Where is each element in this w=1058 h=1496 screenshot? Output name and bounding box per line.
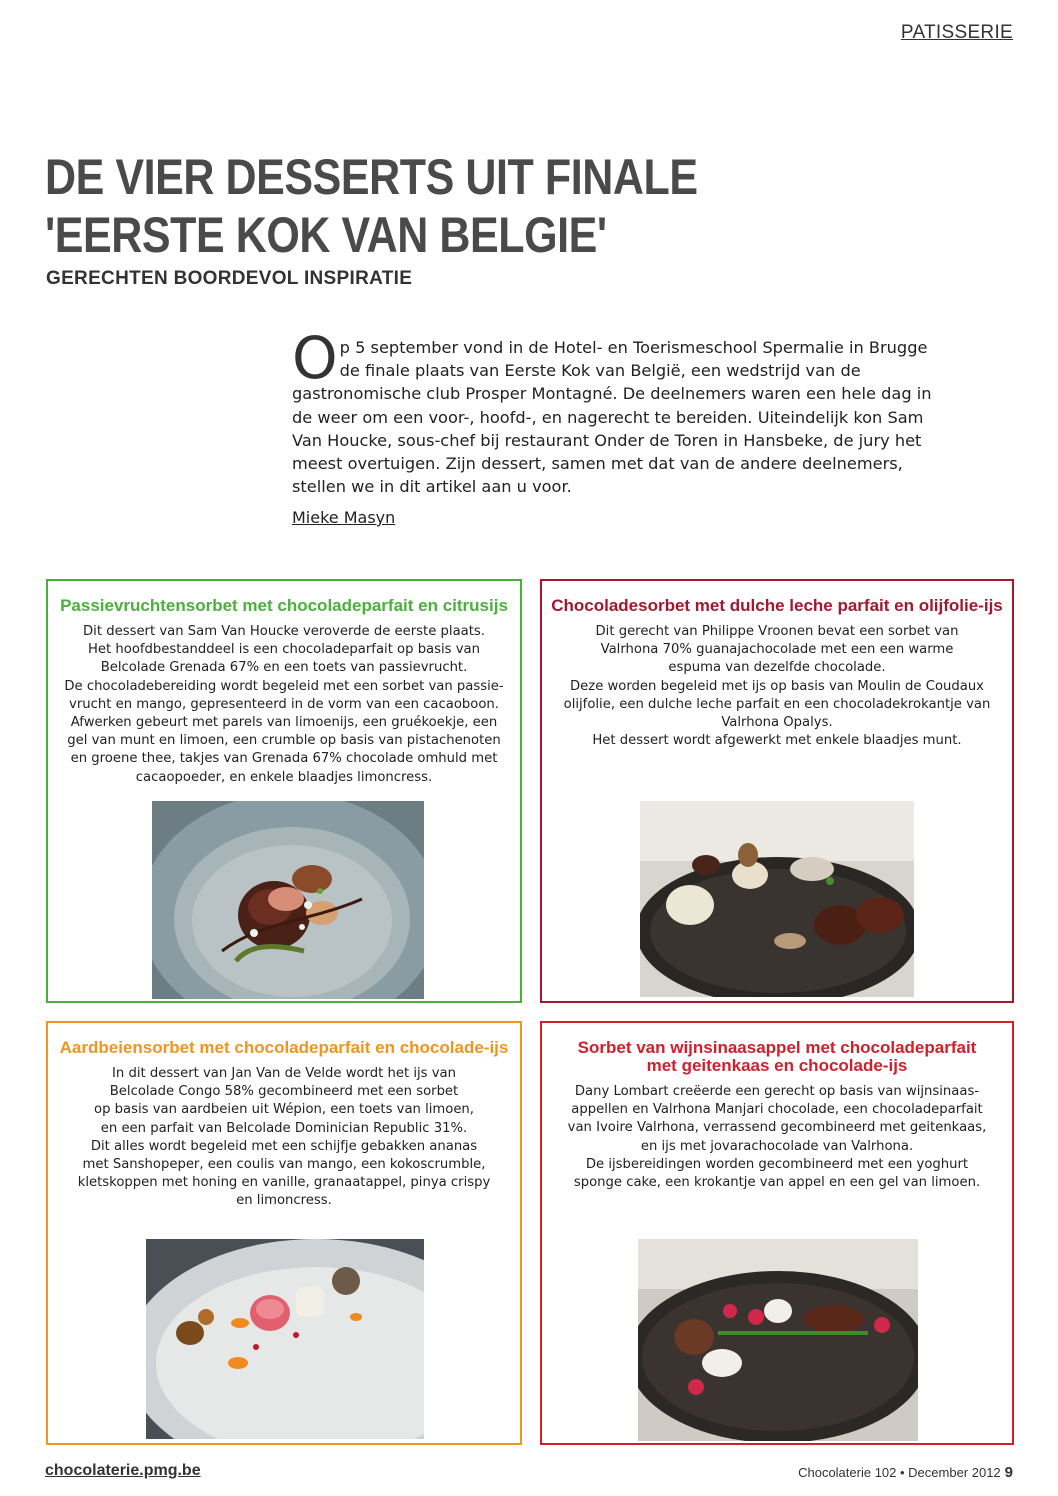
card-title: Aardbeiensorbet met chocoladeparfait en chocolade-ijs [59, 1038, 509, 1057]
title-line-2: 'EERSTE KOK VAN BELGIE' [45, 207, 607, 263]
intro-paragraph [292, 324, 932, 498]
footer-issue [798, 1464, 1013, 1481]
dessert-card-passievrucht [46, 579, 522, 1003]
dessert-card-aardbeiensorbet [46, 1021, 522, 1445]
page-title [45, 148, 698, 264]
card-description: In dit dessert van Jan Van de Velde wordt het ijs van Belcolade Congo 58% gecombineerd met een sorbet op basis van aardbeien uit Wépion, een toets van limoen, en een parfait van Belcolade Dominician Republic 31%. Dit alles wordt begeleid met een schijfje gebakken ananas met Sanshopeper, een coulis van mango, een kokoscrumble, kletskoppen met honing en vanille, granaatappel, pinya crispy en limoncress. [77, 1066, 491, 1209]
card-description: Dany Lombart creëerde een gerecht op basis van wijnsinaas- appellen en Valrhona Manjari chocolade, een chocoladeparfait van Ivoire Valrhona, verrassend gecombineerd met geitenkaas, en ijs met jovarachocolade van Valrhona. De ijsbereidingen worden gecombineerd met een yoghurt sponge cake, een krokantje van appel en een gel van limoen. [567, 1084, 987, 1191]
dessert-card-wijnsinaasappel [540, 1021, 1014, 1445]
page-number: 9 [1004, 1464, 1013, 1481]
page-subtitle: GERECHTEN BOORDEVOL INSPIRATIE [46, 268, 413, 289]
card-description: Dit dessert van Sam Van Houcke veroverde de eerste plaats. Het hoofdbestanddeel is een chocoladeparfait op basis van Belcolade Grenada 67% en een toets van passievrucht. De chocoladebereiding wordt begeleid met een sorbet van passie- vrucht en mango, gepresenteerd in de vorm van een cacaoboon. Afwerken gebeurt met parels van limoenijs, een gruékoekje, een gel van munt en limoen, een crumble op basis van pistachenoten en groene thee, takjes van Grenada 67% chocolade omhuld met cacaopoeder, en enkele blaadjes limoncress. [64, 624, 504, 785]
drop-cap: O [292, 324, 338, 392]
dessert-photo [640, 801, 914, 997]
card-title: Sorbet van wijnsinaasappel met chocoladeparfait met geitenkaas en chocolade-ijs [577, 1038, 977, 1075]
author-byline[interactable]: Mieke Masyn [292, 508, 396, 527]
dessert-photo [638, 1239, 918, 1441]
footer-website-link[interactable]: chocolaterie.pmg.be [45, 1462, 201, 1479]
dessert-photo [146, 1239, 424, 1439]
section-label: PATISSERIE [900, 22, 1013, 43]
card-title: Chocoladesorbet met dulche leche parfait en olijfolie-ijs [551, 596, 1003, 615]
dessert-card-chocoladesorbet [540, 579, 1014, 1003]
dessert-photo [152, 801, 424, 999]
title-line-1: DE VIER DESSERTS UIT FINALE [45, 149, 698, 205]
intro-text: p 5 september vond in de Hotel- en Toerismeschool Spermalie in Brugge de finale plaats van Eerste Kok van België, een wedstrijd van de gastronomische club Prosper Montagné. De deelnemers waren een hele dag in de weer om een voor-, hoofd-, en nagerecht te bereiden. Uiteindelijk kon Sam Van Houcke, sous-chef bij restaurant Onder de Toren in Hansbeke, de jury het meest overtuigen. Zijn dessert, samen met dat van de andere deelnemers, stellen we in dit artikel aan u voor. [292, 338, 932, 497]
card-title: Passievruchtensorbet met chocoladeparfait en citrusijs [60, 596, 508, 615]
card-description: Dit gerecht van Philippe Vroonen bevat een sorbet van Valrhona 70% guanajachocolade met een een warme espuma van dezelfde chocolade. Deze worden begeleid met ijs op basis van Moulin de Coudaux olijfolie, een dulche leche parfait en een chocoladekrokantje van Valrhona Opalys. Het dessert wordt afgewerkt met enkele blaadjes munt. [563, 624, 991, 749]
issue-info: Chocolaterie 102 • December 2012 [798, 1465, 1001, 1480]
